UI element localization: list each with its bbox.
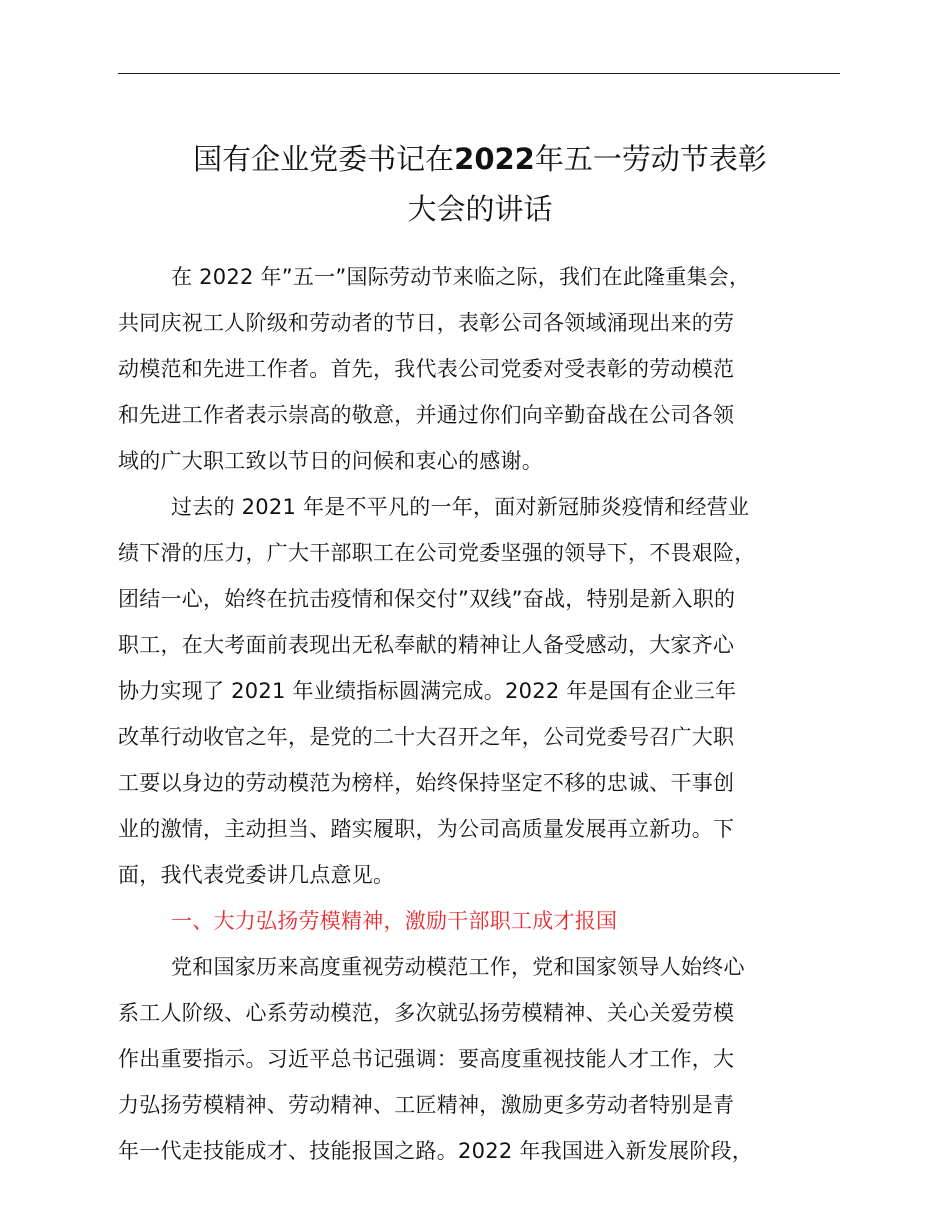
- body-line: 党和国家历来高度重视劳动模范工作，党和国家领导人始终心: [171, 955, 745, 979]
- document-title: [100, 134, 860, 234]
- body-line: 系工人阶级、心系劳动模范，多次就弘扬劳模精神、关心关爱劳模: [118, 1001, 735, 1025]
- body-line: 面，我代表党委讲几点意见。: [118, 863, 395, 887]
- body-line: 动模范和先进工作者。首先，我代表公司党委对受表彰的劳动模范: [118, 357, 735, 381]
- title-year: 2022: [454, 142, 535, 176]
- header-rule: [118, 73, 840, 74]
- title-part-1: 国有企业党委书记在: [193, 142, 455, 176]
- body-line: 在 2022 年”五一”国际劳动节来临之际，我们在此隆重集会，: [171, 265, 751, 289]
- body-line: 年一代走技能成才、技能报国之路。2022 年我国进入新发展阶段，: [118, 1139, 754, 1163]
- body-line: 和先进工作者表示崇高的敬意，并通过你们向辛勤奋战在公司各领: [118, 403, 735, 427]
- body-line: 域的广大职工致以节日的问候和衷心的感谢。: [118, 449, 543, 473]
- body-line: 工要以身边的劳动模范为榜样，始终保持坚定不移的忠诚、干事创: [118, 771, 735, 795]
- title-line-2: 大会的讲话: [407, 192, 553, 226]
- body-line: 团结一心，始终在抗击疫情和保交付”双线”奋战，特别是新入职的: [118, 587, 736, 611]
- body-line: 协力实现了 2021 年业绩指标圆满完成。2022 年是国有企业三年: [118, 679, 737, 703]
- body-line: 作出重要指示。习近平总书记强调：要高度重视技能人才工作，大: [118, 1047, 735, 1071]
- body-line: 业的激情，主动担当、踏实履职，为公司高质量发展再立新功。下: [118, 817, 735, 841]
- body-line: 过去的 2021 年是不平凡的一年，面对新冠肺炎疫情和经营业: [171, 495, 750, 519]
- title-part-2: 年五一劳动节表彰: [534, 142, 767, 176]
- body-line: 共同庆祝工人阶级和劳动者的节日，表彰公司各领域涌现出来的劳: [118, 311, 735, 335]
- body-text: [118, 254, 843, 1174]
- body-line: 力弘扬劳模精神、劳动精神、工匠精神，激励更多劳动者特别是青: [118, 1093, 735, 1117]
- body-line: 职工，在大考面前表现出无私奉献的精神让人备受感动，大家齐心: [118, 633, 735, 657]
- section-heading: 一、大力弘扬劳模精神，激励干部职工成才报国: [171, 909, 618, 933]
- body-line: 改革行动收官之年，是党的二十大召开之年，公司党委号召广大职: [118, 725, 735, 749]
- body-line: 绩下滑的压力，广大干部职工在公司党委坚强的领导下，不畏艰险，: [118, 541, 756, 565]
